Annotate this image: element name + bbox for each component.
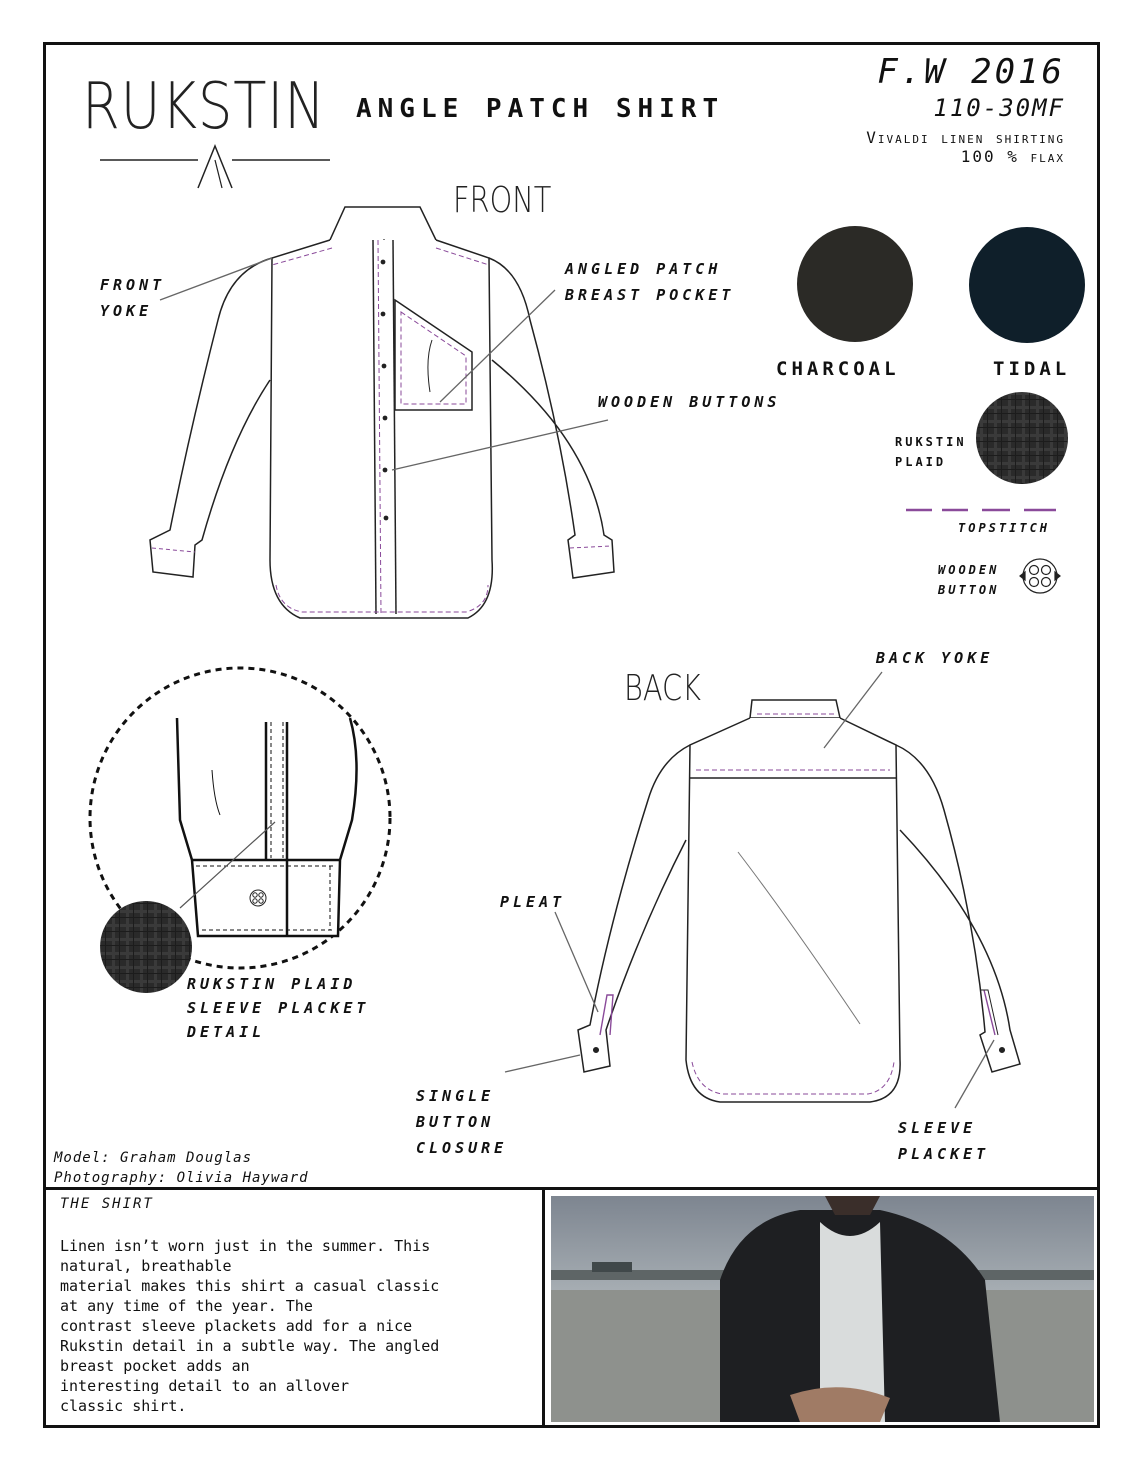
fabric: Vivaldi linen shirting bbox=[866, 128, 1065, 147]
brand-name: RUKSTIN bbox=[82, 70, 326, 144]
swatch-tidal bbox=[969, 227, 1085, 343]
back-shirt-drawing bbox=[578, 700, 1020, 1102]
callout-pleat: PLEAT bbox=[500, 893, 566, 911]
plaid-label: RUKSTIN PLAID bbox=[895, 435, 967, 469]
front-view-label: FRONT bbox=[453, 180, 552, 221]
swatch-charcoal bbox=[797, 226, 913, 342]
front-shirt-drawing bbox=[150, 207, 614, 618]
colorway-label-tidal: TIDAL bbox=[993, 358, 1071, 380]
composition: 100 % flax bbox=[960, 147, 1065, 166]
callout-wooden-buttons: WOODEN BUTTONS bbox=[598, 393, 781, 411]
callout-sleeve-placket: SLEEVE PLACKET bbox=[898, 1119, 990, 1163]
callout-front-yoke: FRONT YOKE bbox=[100, 276, 166, 320]
topstitch-label: TOPSTITCH bbox=[958, 521, 1051, 535]
product-title: ANGLE PATCH SHIRT bbox=[356, 94, 725, 124]
model-photo bbox=[551, 1196, 1094, 1422]
colorway-label-charcoal: CHARCOAL bbox=[776, 358, 900, 380]
plaid-detail-swatch bbox=[100, 901, 192, 993]
swatch-plaid bbox=[976, 392, 1068, 484]
callout-angled-pocket: ANGLED PATCH BREAST POCKET bbox=[565, 260, 735, 304]
season: F.W 2016 bbox=[877, 52, 1065, 92]
sleeve-detail-drawing bbox=[90, 668, 390, 993]
four-hole-button-icon bbox=[1020, 559, 1060, 593]
callout-single-button: SINGLE BUTTON CLOSURE bbox=[416, 1087, 508, 1157]
photography-credit: Photography: Olivia Hayward bbox=[54, 1170, 309, 1186]
button-label: WOODEN BUTTON bbox=[938, 563, 1000, 597]
callout-back-yoke: BACK YOKE bbox=[876, 649, 994, 667]
description-body: Linen isn’t worn just in the summer. This natural, breathable material makes this shirt a casual classic at any time of the year. The contrast sleeve plackets add for a nice Rukstin detail in a subtle way. The angled breast pocket adds an interesting detail to an allover classic shirt. bbox=[60, 1237, 440, 1415]
back-view-label: BACK bbox=[624, 668, 702, 709]
triangle-logo-icon bbox=[100, 146, 330, 188]
style-code: 110-30MF bbox=[933, 94, 1065, 122]
model-credit: Model: Graham Douglas bbox=[54, 1150, 253, 1166]
description-heading: THE SHIRT bbox=[60, 1196, 154, 1212]
callout-plaid-detail: RUKSTIN PLAID SLEEVE PLACKET DETAIL bbox=[187, 975, 370, 1041]
